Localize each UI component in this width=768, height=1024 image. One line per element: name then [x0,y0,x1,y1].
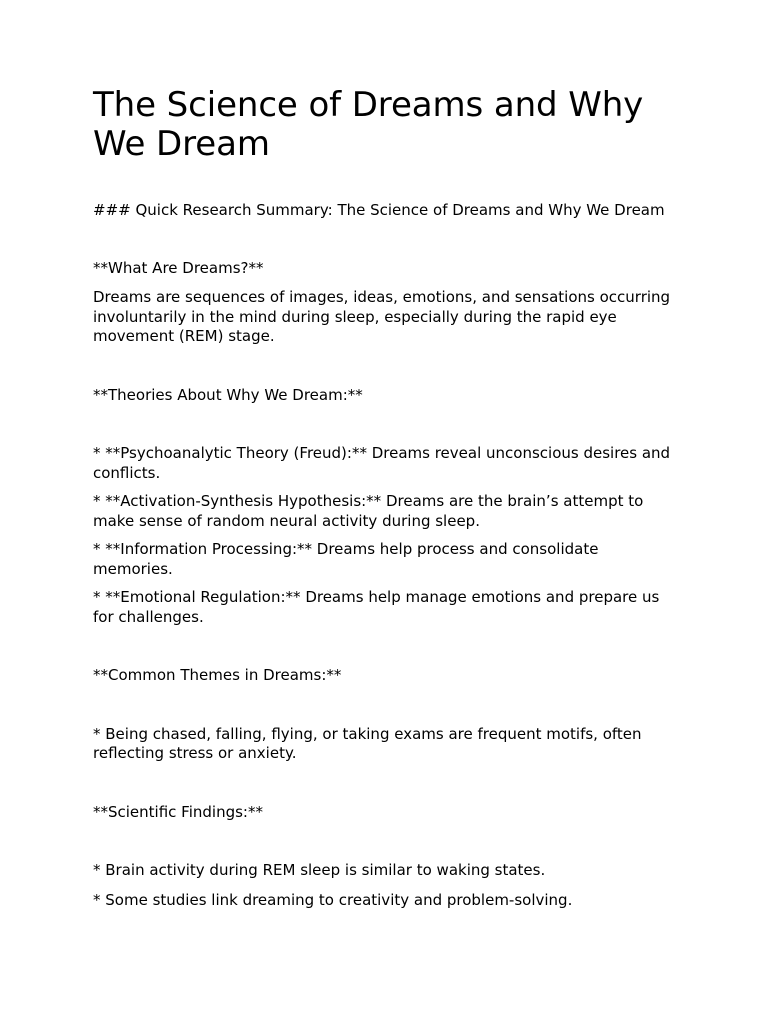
list-item: * Some studies link dreaming to creativity and problem-solving. [93,890,573,909]
themes-list [93,725,673,764]
section-body-what-are-dreams: Dreams are sequences of images, ideas, emotions, and sensations occurring involuntarily in the mind during sleep, especially during the rapid eye movement (REM) stage. [93,288,671,345]
list-item: * Being chased, falling, flying, or taking exams are frequent motifs, often reflecting stress or anxiety. [93,724,642,762]
list-item: * **Information Processing:** Dreams help process and consolidate memories. [93,540,599,578]
findings-list [93,861,673,910]
list-item: * **Emotional Regulation:** Dreams help manage emotions and prepare us for challenges. [93,588,660,626]
document-page [93,86,673,910]
section-heading-what-are-dreams: **What Are Dreams?** [93,258,264,277]
list-item: * **Psychoanalytic Theory (Freud):** Dreams reveal unconscious desires and conflicts. [93,444,671,482]
list-item: * Brain activity during REM sleep is similar to waking states. [93,861,546,879]
section-heading-theories: **Theories About Why We Dream:** [93,385,363,404]
list-item: * **Activation-Synthesis Hypothesis:** Dreams are the brain’s attempt to make sense of random neural activity during sleep. [93,492,644,530]
summary-heading: ### Quick Research Summary: The Science of Dreams and Why We Dream [93,201,665,219]
section-heading-common-themes: **Common Themes in Dreams:** [93,666,342,684]
section-heading-scientific-findings: **Scientific Findings:** [93,802,263,821]
document-title: The Science of Dreams and Why We Dream [93,85,644,164]
theories-list [93,444,673,627]
